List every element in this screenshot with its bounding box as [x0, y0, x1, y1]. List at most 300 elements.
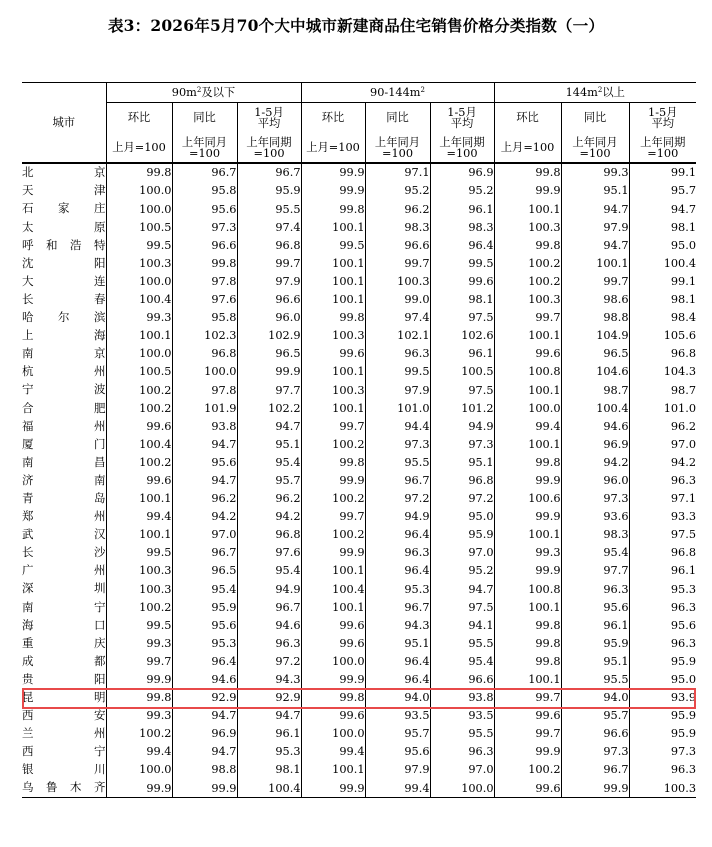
index-value: 93.8 — [172, 417, 237, 435]
index-value: 95.5 — [430, 634, 494, 652]
index-value: 99.9 — [301, 472, 365, 490]
table-row — [22, 381, 696, 399]
index-value: 99.9 — [301, 182, 365, 200]
index-value: 102.2 — [237, 399, 301, 417]
table-row — [22, 526, 696, 544]
city-name: 南昌 — [22, 454, 106, 472]
city-name: 哈尔滨 — [22, 309, 106, 327]
index-value: 96.5 — [172, 562, 237, 580]
group-header-small: $90m^2$及以下 — [106, 83, 301, 103]
index-value: 96.7 — [237, 163, 301, 182]
index-value: 101.2 — [430, 399, 494, 417]
index-value: 100.0 — [106, 182, 172, 200]
index-value: 98.1 — [670, 293, 697, 307]
index-value: 96.4 — [365, 653, 430, 671]
index-value: 98.3 — [430, 218, 494, 236]
index-value: 94.7 — [237, 417, 301, 435]
index-value: 100.4 — [561, 399, 629, 417]
index-value: 100.2 — [106, 454, 172, 472]
index-value: 96.5 — [237, 345, 301, 363]
index-value: 100.2 — [301, 490, 365, 508]
index-value: 100.4 — [301, 580, 365, 598]
index-value: 96.4 — [365, 562, 430, 580]
index-value: 100.2 — [494, 254, 561, 272]
table-row — [22, 671, 696, 689]
index-value: 97.6 — [237, 544, 301, 562]
index-value: 97.5 — [430, 598, 494, 616]
index-value: 96.7 — [365, 472, 430, 490]
city-name: 宁波 — [22, 381, 106, 399]
index-value: 100.8 — [494, 363, 561, 381]
index-value: 95.1 — [365, 634, 430, 652]
index-value: 97.0 — [430, 544, 494, 562]
index-value: 94.7 — [561, 236, 629, 254]
index-value: 96.8 — [670, 546, 697, 560]
index-value: 96.8 — [172, 345, 237, 363]
index-value: 99.7 — [301, 417, 365, 435]
index-value: 94.1 — [430, 616, 494, 634]
index-value: 94.0 — [561, 689, 629, 707]
index-value: 96.7 — [365, 598, 430, 616]
index-value: 94.2 — [670, 455, 697, 469]
index-value: 98.1 — [670, 220, 697, 234]
index-value: 100.0 — [301, 725, 365, 743]
table-row — [22, 435, 696, 453]
index-value: 92.9 — [237, 689, 301, 707]
city-name: 沈阳 — [22, 254, 106, 272]
city-name: 西宁 — [22, 743, 106, 761]
index-value: 102.6 — [430, 327, 494, 345]
table-row — [22, 689, 696, 707]
index-value: 96.3 — [670, 763, 697, 777]
index-value: 97.3 — [365, 435, 430, 453]
table-row — [22, 163, 696, 182]
index-value: 94.7 — [172, 743, 237, 761]
index-value: 96.3 — [670, 600, 697, 614]
index-value: 97.4 — [365, 309, 430, 327]
city-name: 上海 — [22, 327, 106, 345]
city-name: 广州 — [22, 562, 106, 580]
index-value: 95.9 — [561, 634, 629, 652]
index-value: 95.6 — [561, 598, 629, 616]
index-value: 95.4 — [237, 562, 301, 580]
index-value: 98.7 — [670, 383, 697, 397]
index-value: 99.3 — [106, 309, 172, 327]
subheader-avg: 1-5月 平均 — [237, 103, 301, 134]
index-value: 94.3 — [365, 616, 430, 634]
table-row — [22, 761, 696, 779]
index-value: 98.4 — [670, 311, 697, 325]
index-value: 96.1 — [561, 616, 629, 634]
city-name: 郑州 — [22, 508, 106, 526]
city-name: 太原 — [22, 218, 106, 236]
index-value: 95.6 — [172, 200, 237, 218]
index-value: 96.6 — [365, 236, 430, 254]
index-value: 96.8 — [670, 347, 697, 361]
index-value: 96.9 — [172, 725, 237, 743]
index-value: 99.5 — [106, 616, 172, 634]
index-value: 94.9 — [237, 580, 301, 598]
index-value: 95.9 — [430, 526, 494, 544]
index-value: 99.3 — [494, 544, 561, 562]
index-value: 96.1 — [430, 345, 494, 363]
index-value: 97.0 — [430, 761, 494, 779]
city-name: 北京 — [22, 163, 106, 182]
index-value: 99.6 — [494, 707, 561, 725]
index-value: 104.6 — [561, 363, 629, 381]
index-value: 100.0 — [301, 653, 365, 671]
index-value: 99.8 — [494, 653, 561, 671]
index-value: 99.8 — [494, 163, 561, 182]
index-value: 100.0 — [172, 363, 237, 381]
index-value: 99.7 — [494, 309, 561, 327]
index-value: 100.5 — [106, 363, 172, 381]
index-value: 95.2 — [430, 182, 494, 200]
index-value: 96.0 — [561, 472, 629, 490]
table-row — [22, 743, 696, 761]
index-value: 96.0 — [237, 309, 301, 327]
index-value: 102.1 — [365, 327, 430, 345]
index-value: 100.5 — [430, 363, 494, 381]
index-value: 95.5 — [561, 671, 629, 689]
city-name: 武汉 — [22, 526, 106, 544]
index-value: 94.7 — [172, 472, 237, 490]
index-value: 99.9 — [494, 182, 561, 200]
city-name: 昆明 — [22, 689, 106, 707]
city-column-header: 城市 — [22, 83, 106, 164]
index-value: 99.8 — [172, 254, 237, 272]
index-value: 100.0 — [430, 779, 494, 798]
index-value: 97.3 — [561, 490, 629, 508]
index-value: 99.8 — [494, 236, 561, 254]
index-value: 96.3 — [670, 473, 697, 487]
city-name: 贵阳 — [22, 671, 106, 689]
index-value: 99.4 — [301, 743, 365, 761]
index-value: 100.2 — [106, 598, 172, 616]
base-mom: 上月=100 — [301, 133, 365, 163]
index-value: 97.9 — [365, 761, 430, 779]
index-value: 99.5 — [106, 544, 172, 562]
index-value: 94.9 — [365, 508, 430, 526]
index-value: 100.1 — [494, 598, 561, 616]
index-value: 101.0 — [663, 401, 697, 415]
index-value: 97.8 — [172, 273, 237, 291]
index-value: 100.1 — [494, 671, 561, 689]
city-name: 石家庄 — [22, 200, 106, 218]
index-value: 97.3 — [172, 218, 237, 236]
index-value: 100.2 — [494, 761, 561, 779]
base-mom: 上月=100 — [106, 133, 172, 163]
table-row — [22, 291, 696, 309]
index-value: 100.1 — [301, 399, 365, 417]
index-value: 100.3 — [365, 273, 430, 291]
index-value: 96.4 — [365, 526, 430, 544]
index-value: 99.6 — [494, 779, 561, 798]
index-value: 94.4 — [365, 417, 430, 435]
city-name: 杭州 — [22, 363, 106, 381]
index-value: 100.1 — [494, 435, 561, 453]
index-value: 100.1 — [494, 327, 561, 345]
index-value: 100.4 — [237, 779, 301, 798]
table-row — [22, 490, 696, 508]
index-value: 98.3 — [561, 526, 629, 544]
index-value: 97.7 — [561, 562, 629, 580]
city-name: 长沙 — [22, 544, 106, 562]
index-value: 95.6 — [670, 618, 697, 632]
index-value: 97.5 — [670, 528, 697, 542]
index-value: 95.2 — [365, 182, 430, 200]
index-value: 95.5 — [365, 454, 430, 472]
index-value: 96.2 — [365, 200, 430, 218]
table-row — [22, 598, 696, 616]
subheader-yoy: 同比 — [365, 103, 430, 134]
base-avg: 上年同期 =100 — [430, 133, 494, 163]
index-value: 100.1 — [301, 562, 365, 580]
index-value: 95.6 — [172, 454, 237, 472]
index-value: 94.7 — [670, 202, 697, 216]
city-name: 合肥 — [22, 399, 106, 417]
index-value: 100.3 — [106, 254, 172, 272]
index-value: 94.6 — [237, 616, 301, 634]
table-row — [22, 725, 696, 743]
index-value: 99.5 — [430, 254, 494, 272]
table-row — [22, 544, 696, 562]
city-name: 深圳 — [22, 580, 106, 598]
city-name: 西安 — [22, 707, 106, 725]
index-value: 96.3 — [365, 544, 430, 562]
index-value: 100.1 — [106, 327, 172, 345]
city-name: 长春 — [22, 291, 106, 309]
table-row — [22, 236, 696, 254]
index-value: 94.2 — [237, 508, 301, 526]
index-value: 99.4 — [365, 779, 430, 798]
index-value: 100.6 — [494, 490, 561, 508]
table-row — [22, 309, 696, 327]
index-value: 100.1 — [301, 363, 365, 381]
index-value: 100.1 — [561, 254, 629, 272]
subheader-yoy: 同比 — [172, 103, 237, 134]
index-value: 99.6 — [494, 345, 561, 363]
index-value: 95.8 — [172, 182, 237, 200]
base-yoy: 上年同月 =100 — [365, 133, 430, 163]
index-value: 94.7 — [172, 707, 237, 725]
index-value: 99.9 — [301, 544, 365, 562]
index-value: 102.9 — [237, 327, 301, 345]
index-value: 97.7 — [237, 381, 301, 399]
group-header-large: $144m^2$以上 — [494, 83, 696, 103]
index-value: 94.7 — [430, 580, 494, 598]
index-value: 97.5 — [430, 381, 494, 399]
index-value: 100.2 — [106, 381, 172, 399]
table-row — [22, 363, 696, 381]
index-value: 97.2 — [430, 490, 494, 508]
index-value: 97.0 — [670, 437, 697, 451]
index-value: 100.2 — [106, 725, 172, 743]
index-value: 97.9 — [365, 381, 430, 399]
table-row — [22, 653, 696, 671]
index-value: 99.6 — [106, 417, 172, 435]
table-row — [22, 417, 696, 435]
index-value: 104.3 — [663, 365, 697, 379]
index-value: 100.3 — [494, 218, 561, 236]
index-value: 96.4 — [365, 671, 430, 689]
table-row — [22, 580, 696, 598]
index-value: 95.7 — [561, 707, 629, 725]
index-value: 99.9 — [494, 562, 561, 580]
index-value: 95.3 — [172, 634, 237, 652]
index-value: 100.4 — [106, 291, 172, 309]
index-value: 99.3 — [561, 163, 629, 182]
table-row — [22, 779, 696, 798]
index-value: 95.1 — [561, 653, 629, 671]
index-value: 99.4 — [106, 743, 172, 761]
index-value: 95.9 — [670, 727, 697, 741]
index-value: 99.1 — [670, 166, 697, 180]
index-value: 95.7 — [670, 184, 697, 198]
index-value: 96.3 — [365, 345, 430, 363]
index-value: 98.8 — [561, 309, 629, 327]
index-value: 99.9 — [237, 363, 301, 381]
city-name: 福州 — [22, 417, 106, 435]
index-value: 96.6 — [172, 236, 237, 254]
city-name: 成都 — [22, 653, 106, 671]
index-value: 100.1 — [301, 291, 365, 309]
index-value: 99.6 — [301, 707, 365, 725]
index-value: 100.1 — [494, 381, 561, 399]
index-value: 94.6 — [561, 417, 629, 435]
index-value: 96.1 — [670, 564, 697, 578]
index-value: 95.4 — [561, 544, 629, 562]
index-value: 99.9 — [494, 508, 561, 526]
index-value: 95.0 — [670, 673, 697, 687]
index-value: 99.8 — [301, 454, 365, 472]
index-value: 95.3 — [365, 580, 430, 598]
index-value: 97.5 — [430, 309, 494, 327]
city-name: 南京 — [22, 345, 106, 363]
base-avg: 上年同期 =100 — [629, 133, 696, 163]
index-value: 100.3 — [301, 381, 365, 399]
index-value: 96.7 — [172, 163, 237, 182]
index-value: 100.1 — [494, 526, 561, 544]
index-value: 99.5 — [301, 236, 365, 254]
index-value: 96.4 — [172, 653, 237, 671]
index-value: 97.1 — [670, 492, 697, 506]
index-value: 101.0 — [365, 399, 430, 417]
index-value: 97.9 — [237, 273, 301, 291]
header-sub-row — [22, 103, 696, 134]
index-value: 100.1 — [301, 273, 365, 291]
index-value: 98.7 — [561, 381, 629, 399]
index-value: 100.0 — [494, 399, 561, 417]
table-row — [22, 200, 696, 218]
index-value: 100.1 — [494, 200, 561, 218]
index-value: 100.4 — [106, 435, 172, 453]
index-value: 97.1 — [365, 163, 430, 182]
index-value: 99.0 — [365, 291, 430, 309]
index-value: 100.2 — [106, 399, 172, 417]
index-value: 96.7 — [172, 544, 237, 562]
index-value: 100.2 — [301, 435, 365, 453]
index-value: 96.2 — [237, 490, 301, 508]
index-value: 99.5 — [106, 236, 172, 254]
index-value: 93.6 — [561, 508, 629, 526]
index-value: 99.7 — [106, 653, 172, 671]
subheader-mom: 环比 — [494, 103, 561, 134]
table-row — [22, 218, 696, 236]
index-value: 100.3 — [494, 291, 561, 309]
index-value: 95.1 — [237, 435, 301, 453]
index-value: 95.4 — [430, 653, 494, 671]
table-row — [22, 454, 696, 472]
index-value: 100.3 — [106, 562, 172, 580]
index-value: 98.6 — [561, 291, 629, 309]
index-value: 94.7 — [237, 707, 301, 725]
index-value: 94.0 — [365, 689, 430, 707]
subheader-mom: 环比 — [301, 103, 365, 134]
index-value: 95.2 — [430, 562, 494, 580]
index-value: 97.3 — [670, 745, 697, 759]
index-value: 95.5 — [237, 200, 301, 218]
index-value: 95.4 — [172, 580, 237, 598]
index-value: 99.9 — [172, 779, 237, 798]
index-value: 96.2 — [172, 490, 237, 508]
index-value: 98.1 — [237, 761, 301, 779]
index-value: 94.3 — [237, 671, 301, 689]
index-value: 99.8 — [494, 634, 561, 652]
index-value: 99.6 — [301, 634, 365, 652]
table-body — [22, 163, 696, 798]
index-value: 96.1 — [237, 725, 301, 743]
index-value: 100.1 — [301, 598, 365, 616]
index-value: 96.3 — [237, 634, 301, 652]
index-value: 101.9 — [172, 399, 237, 417]
index-value: 93.3 — [670, 510, 697, 524]
index-value: 104.9 — [561, 327, 629, 345]
index-value: 100.0 — [106, 761, 172, 779]
index-value: 93.5 — [365, 707, 430, 725]
index-value: 96.8 — [237, 236, 301, 254]
index-value: 97.3 — [561, 743, 629, 761]
index-value: 99.8 — [106, 689, 172, 707]
index-value: 99.5 — [365, 363, 430, 381]
city-name: 天津 — [22, 182, 106, 200]
index-value: 96.1 — [430, 200, 494, 218]
index-value: 99.8 — [494, 454, 561, 472]
index-value: 99.8 — [494, 616, 561, 634]
index-value: 99.6 — [106, 472, 172, 490]
index-value: 100.1 — [301, 254, 365, 272]
index-value: 95.9 — [237, 182, 301, 200]
index-value: 95.0 — [670, 238, 697, 252]
index-value: 94.6 — [172, 671, 237, 689]
index-value: 97.6 — [172, 291, 237, 309]
index-value: 95.3 — [237, 743, 301, 761]
index-value: 96.7 — [561, 761, 629, 779]
index-value: 102.3 — [172, 327, 237, 345]
index-value: 100.4 — [663, 256, 697, 270]
city-name: 大连 — [22, 273, 106, 291]
city-name: 兰州 — [22, 725, 106, 743]
index-value: 99.7 — [494, 725, 561, 743]
index-value: 94.7 — [561, 200, 629, 218]
subheader-avg: 1-5月 平均 — [430, 103, 494, 134]
index-value: 105.6 — [663, 329, 697, 343]
index-value: 99.6 — [301, 616, 365, 634]
city-name: 厦门 — [22, 435, 106, 453]
index-value: 97.2 — [237, 653, 301, 671]
base-mom: 上月=100 — [494, 133, 561, 163]
index-value: 96.8 — [430, 472, 494, 490]
